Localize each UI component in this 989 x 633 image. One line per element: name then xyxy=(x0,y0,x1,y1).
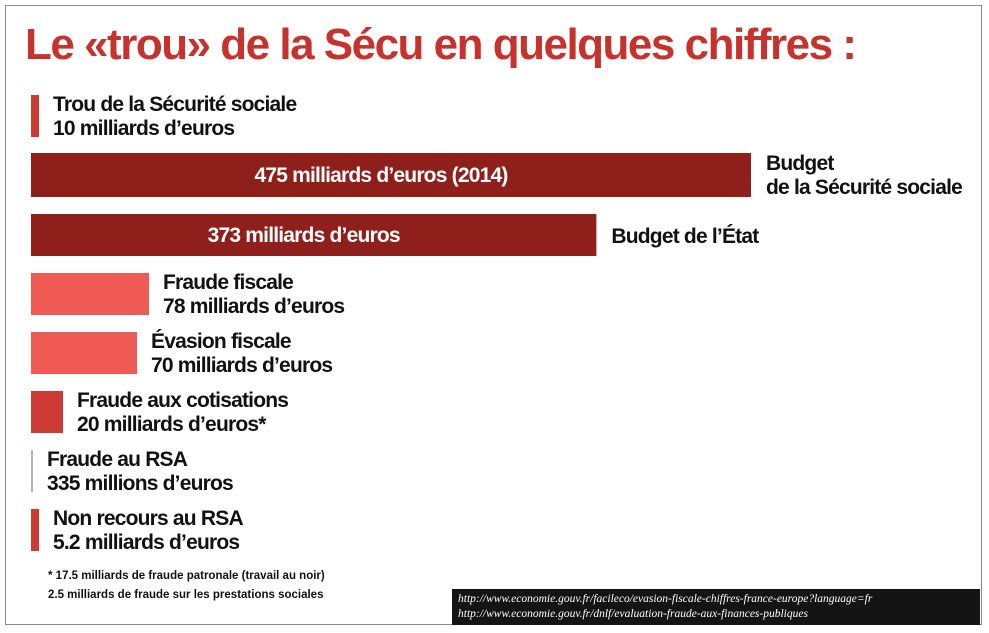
footnote-2: 2.5 milliards de fraude sur les prestations sociales xyxy=(48,589,324,601)
bar-label-2-line-0: Budget de l’État xyxy=(611,225,759,248)
bar-label-4-line-1: 70 milliards d’euros xyxy=(151,354,333,377)
bar-label-6-line-1: 335 millions d’euros xyxy=(47,472,233,495)
chart-title: Le «trou» de la Sécu en quelques chiffres : xyxy=(25,20,856,69)
bar-7 xyxy=(31,509,39,551)
bar-label-0-line-0: Trou de la Sécurité sociale xyxy=(53,93,297,116)
bar-6 xyxy=(31,450,33,492)
bar-5 xyxy=(31,391,63,433)
bar-label-4-line-0: Évasion fiscale xyxy=(151,330,291,353)
bar-label-7-line-0: Non recours au RSA xyxy=(53,507,243,530)
bar-label-3-line-0: Fraude fiscale xyxy=(163,271,294,294)
bar-label-3-line-1: 78 milliards d’euros xyxy=(163,295,345,318)
bar-label-5-line-1: 20 milliards d’euros* xyxy=(77,413,266,436)
source-url-2: http://www.economie.gouv.fr/dnlf/evaluation-fraude-aux-finances-publiques xyxy=(458,608,808,620)
bar-value-label-1: 475 milliards d’euros (2014) xyxy=(254,164,508,187)
bar-label-1-line-1: de la Sécurité sociale xyxy=(766,176,963,199)
bar-label-6-line-0: Fraude au RSA xyxy=(47,448,188,471)
bar-value-label-2: 373 milliards d’euros xyxy=(207,224,400,247)
footnote-1: * 17.5 milliards de fraude patronale (travail au noir) xyxy=(48,570,325,582)
bar-4 xyxy=(31,332,137,374)
bar-label-0-line-1: 10 milliards d’euros xyxy=(53,117,235,140)
bar-label-7-line-1: 5.2 milliards d’euros xyxy=(53,531,240,554)
source-url-1: http://www.economie.gouv.fr/facileco/evasion-fiscale-chiffres-france-europe?language=fr xyxy=(458,593,873,605)
bar-label-1-line-0: Budget xyxy=(766,152,834,175)
bar-3 xyxy=(31,273,149,315)
bar-0 xyxy=(31,95,39,137)
sources-box xyxy=(452,589,980,625)
bar-label-5-line-0: Fraude aux cotisations xyxy=(77,389,289,412)
